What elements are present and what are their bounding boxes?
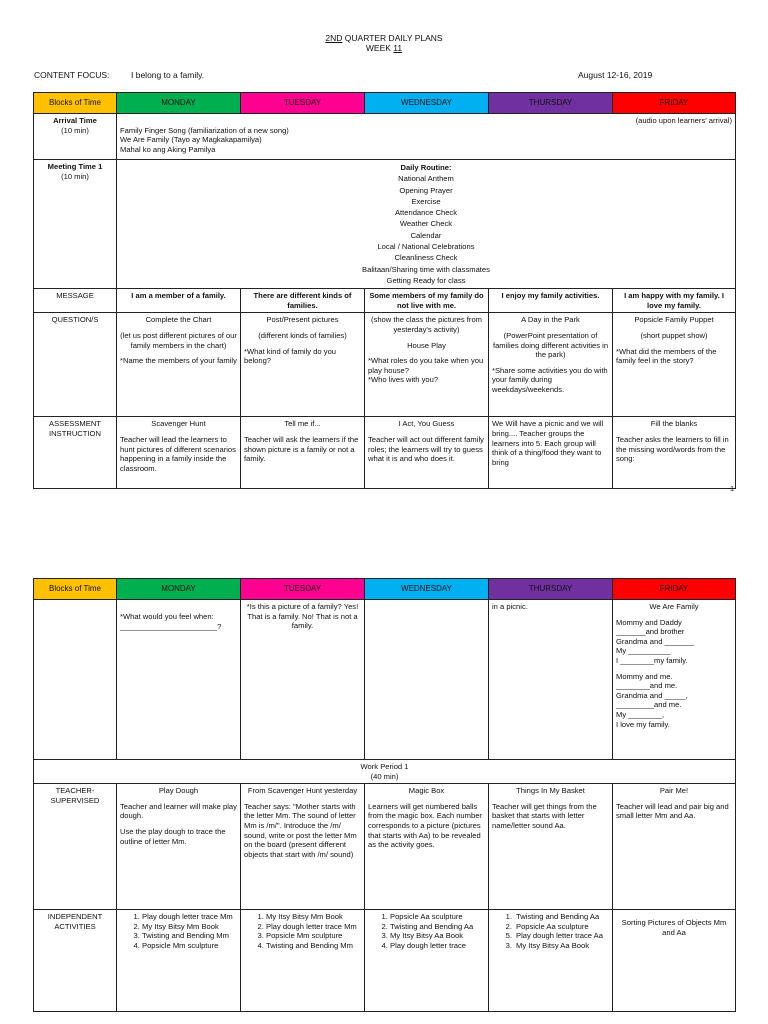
- content-focus-value: I belong to a family.: [131, 70, 205, 80]
- song-line: Mommy and Daddy: [616, 617, 682, 627]
- routine-item: Opening Prayer: [399, 185, 453, 195]
- work-period-title: Work Period 1: [360, 762, 409, 771]
- questions-fri-question: *What did the members of the family feel in the story?: [616, 346, 717, 366]
- assessment-fri-text: Teacher asks the learners to fill in the missing word/words from the song:: [616, 435, 729, 464]
- questions-mon-question: *Name the members of your family: [120, 356, 237, 366]
- routine-item: National Anthem: [398, 174, 454, 184]
- col-header-monday: MONDAY: [117, 93, 241, 114]
- teacher-tuesday: [241, 784, 365, 910]
- message-monday: I am a member of a family.: [117, 289, 241, 313]
- song-line: _______and brother: [616, 627, 685, 637]
- list-item: [492, 941, 609, 951]
- arrival-content: [117, 114, 736, 160]
- assessment-thursday: [489, 417, 613, 489]
- message-label: MESSAGE: [34, 289, 117, 313]
- list-text: Twisting and Bending Aa: [516, 912, 600, 922]
- questions-mon-note: (let us post different pictures of our family members in the chart): [120, 331, 237, 350]
- song-line: Mommy and me.: [616, 671, 673, 681]
- message-friday: I am happy with my family. I love my family.: [613, 289, 736, 313]
- list-number: 3.: [505, 940, 512, 950]
- list-text: Popsicle Aa sculpture: [516, 921, 589, 931]
- song-line: Grandma and _____,: [616, 690, 688, 700]
- col-header-monday: MONDAY: [117, 579, 241, 600]
- list-item: [492, 922, 609, 932]
- work-period-cell: [34, 760, 736, 784]
- song-line: _________and me.: [616, 700, 682, 710]
- routine-item: Weather Check: [399, 219, 453, 229]
- daily-plan-table-page-1: [33, 92, 736, 489]
- col-header-thursday: THURSDAY: [489, 579, 613, 600]
- list-item: 3. Popsicle Mm sculpture: [266, 931, 361, 941]
- routine-item: Cleanliness Check: [394, 253, 458, 263]
- routine-item: Attendance Check: [394, 208, 458, 218]
- list-number: 1.: [505, 912, 512, 922]
- continuation-row: [34, 600, 736, 760]
- song-title: We Are Family: [649, 602, 699, 611]
- assessment-friday: [613, 417, 736, 489]
- week-number: 11: [393, 43, 403, 53]
- song-line: My __________: [616, 646, 671, 656]
- assessment-mon-title: Scavenger Hunt: [151, 419, 206, 429]
- col-header-tuesday: TUESDAY: [241, 579, 365, 600]
- assessment-label: ASSESSMENT INSTRUCTION: [34, 417, 117, 489]
- list-item: 1. Popsicle Aa sculpture: [390, 912, 485, 922]
- questions-tue-question: *What kind of family do you belong?: [244, 346, 337, 366]
- week-label: WEEK: [365, 43, 394, 53]
- routine-item: Local / National Celebrations: [377, 242, 475, 252]
- arrival-duration: (10 min): [61, 125, 89, 135]
- arrival-line: Family Finger Song (familiarization of a new song): [120, 125, 289, 135]
- teacher-fri-title: Pair Me!: [659, 786, 689, 796]
- continuation-wednesday: [365, 600, 489, 760]
- questions-label: QUESTION/S: [34, 313, 117, 417]
- teacher-mon-title: Play Dough: [158, 786, 199, 796]
- arrival-note: (audio upon learners' arrival): [635, 116, 732, 125]
- questions-thursday: [489, 313, 613, 417]
- teacher-wed-text: Learners will get numbered balls from the magic box. Each number corresponds to a picture (pictures that starts with Aa) to be revealed as the activity goes.: [368, 801, 482, 850]
- assessment-row: [34, 417, 736, 489]
- teacher-thursday: [489, 784, 613, 910]
- assessment-thu-text: We Will have a picnic and we will bring.... Teacher groups the learners into 5. Each group will think of a thing/food they want to bring: [492, 419, 604, 467]
- questions-tue-note: (different kinds of families): [258, 331, 347, 341]
- questions-row: [34, 313, 736, 417]
- teacher-mon-text: Use the play dough to trace the outline of letter Mm.: [120, 826, 226, 846]
- teacher-friday: [613, 784, 736, 910]
- list-item: 2. Play dough letter trace Mm: [266, 922, 361, 932]
- questions-thu-note: (PowerPoint presentation of families doing different activities in the park): [492, 331, 609, 360]
- content-focus-label: CONTENT FOCUS:: [34, 70, 110, 80]
- assessment-wed-text: Teacher will act out different family roles; the learners will try to guess what it is and who does it.: [368, 435, 484, 464]
- questions-tue-title: Post/Present pictures: [266, 315, 339, 325]
- routine-item: Balitaan/Sharing time with classmates: [362, 264, 490, 274]
- col-header-thursday: THURSDAY: [489, 93, 613, 114]
- continuation-thursday: in a picnic.: [489, 600, 613, 760]
- teacher-wed-title: Magic Box: [408, 786, 445, 796]
- questions-wed-note: (show the class the pictures from yesterday's activity): [371, 315, 482, 335]
- song-line: ________and me.: [616, 681, 678, 691]
- assessment-monday: [117, 417, 241, 489]
- list-item: 3. Twisting and Bending Mm: [142, 931, 237, 941]
- daily-routine-cell: [117, 160, 736, 289]
- independent-friday: Sorting Pictures of Objects Mm and Aa: [613, 910, 736, 1012]
- list-item: 2. My Itsy Bitsy Mm Book: [142, 922, 237, 932]
- page-header: [0, 33, 768, 53]
- routine-item: Getting Ready for class: [386, 275, 466, 285]
- continuation-monday: *What would you feel when: _______________________?: [117, 600, 241, 760]
- list-item: 4. Popsicle Mm sculpture: [142, 941, 237, 951]
- list-text: My Itsy Bitsy Aa Book: [516, 940, 590, 950]
- page-number: 1: [730, 486, 734, 493]
- meeting-label-cell: [34, 160, 117, 289]
- list-item: [492, 912, 609, 922]
- work-period-duration: (40 min): [370, 771, 399, 781]
- routine-item: Calendar: [410, 230, 442, 240]
- table-header-row: [34, 93, 736, 114]
- content-focus-row: [34, 70, 734, 82]
- meeting-row: [34, 160, 736, 289]
- quarter-label: 2ND: [325, 33, 343, 43]
- assessment-wed-title: I Act, You Guess: [398, 419, 455, 429]
- questions-wednesday: [365, 313, 489, 417]
- teacher-thu-text: Teacher will get things from the basket that starts with letter name/letter sound Aa.: [492, 801, 597, 830]
- col-header-blocks: Blocks of Time: [34, 579, 117, 600]
- list-item: [492, 931, 609, 941]
- col-header-wednesday: WEDNESDAY: [365, 93, 489, 114]
- list-number: 2.: [505, 921, 512, 931]
- teacher-thu-title: Things In My Basket: [516, 786, 585, 796]
- assessment-tue-text: Teacher will ask the learners if the shown picture is a family or not a family.: [244, 435, 359, 464]
- arrival-line: We Are Family (Tayo ay Magkakapamilya): [120, 135, 262, 145]
- song-line: I love my family.: [616, 719, 670, 729]
- questions-mon-title: Complete the Chart: [145, 315, 212, 325]
- arrival-line: Mahal ko ang Aking Pamilya: [120, 144, 216, 154]
- routine-item: Exercise: [411, 196, 441, 206]
- arrival-label-cell: [34, 114, 117, 160]
- list-item: 4. Play dough letter trace: [390, 941, 485, 951]
- independent-wednesday: [365, 910, 489, 1012]
- message-row: [34, 289, 736, 313]
- meeting-duration: (10 min): [61, 171, 89, 181]
- header-title: QUARTER DAILY PLANS: [342, 33, 443, 43]
- teacher-supervised-label: TEACHER-SUPERVISED: [34, 784, 117, 910]
- work-period-row: [34, 760, 736, 784]
- assessment-fri-title: Fill the blanks: [650, 419, 698, 429]
- table-header-row: [34, 579, 736, 600]
- list-item: 3. My Itsy Bitsy Aa Book: [390, 931, 485, 941]
- questions-friday: [613, 313, 736, 417]
- col-header-blocks: Blocks of Time: [34, 93, 117, 114]
- list-text: Play dough letter trace Aa: [516, 931, 603, 941]
- continuation-tuesday: *Is this a picture of a family? Yes! That is a family. No! That is not a family.: [241, 600, 365, 760]
- song-line: Grandma and _______: [616, 636, 695, 646]
- list-number: 5.: [505, 931, 512, 941]
- assessment-tue-title: Tell me if...: [284, 419, 321, 429]
- list-item: 1. Play dough letter trace Mm: [142, 912, 237, 922]
- teacher-monday: [117, 784, 241, 910]
- teacher-tue-text: Teacher says: "Mother starts with the letter Mm. The sound of letter Mm is /m/". Introduce the /m/ sound, write or post the letter Mm on the board (present different objects that start with /m/ sound): [244, 801, 357, 859]
- questions-tuesday: [241, 313, 365, 417]
- plan-date: August 12-16, 2019: [578, 70, 653, 80]
- questions-fri-title: Popsicle Family Puppet: [634, 315, 714, 325]
- col-header-tuesday: TUESDAY: [241, 93, 365, 114]
- questions-monday: [117, 313, 241, 417]
- teacher-mon-text: Teacher and learner will make play dough.: [120, 801, 237, 821]
- list-item: 2. Twisting and Bending Aa: [390, 922, 485, 932]
- questions-wed-question: *Who lives with you?: [368, 375, 439, 385]
- arrival-row: [34, 114, 736, 160]
- message-thursday: I enjoy my family activities.: [489, 289, 613, 313]
- questions-wed-question: *What roles do you take when you play house?: [368, 356, 484, 375]
- col-header-wednesday: WEDNESDAY: [365, 579, 489, 600]
- questions-wed-title: House Play: [407, 340, 446, 350]
- message-tuesday: There are different kinds of families.: [241, 289, 365, 313]
- list-item: 1. My Itsy Bitsy Mm Book: [266, 912, 361, 922]
- independent-activities-label: INDEPENDENT ACTIVITIES: [34, 910, 117, 1012]
- message-wednesday: Some members of my family do not live with me.: [365, 289, 489, 313]
- meeting-label: Meeting Time 1: [47, 162, 103, 171]
- arrival-label: Arrival Time: [53, 116, 97, 125]
- assessment-tuesday: [241, 417, 365, 489]
- teacher-fri-text: Teacher will lead and pair big and small letter Mm and Aa.: [616, 801, 729, 821]
- col-header-friday: FRIDAY: [613, 579, 736, 600]
- continuation-label-cell: [34, 600, 117, 760]
- independent-activities-row: [34, 910, 736, 1012]
- song-line: I ________my family.: [616, 655, 688, 665]
- daily-routine-heading: Daily Routine:: [400, 163, 452, 172]
- independent-tuesday: [241, 910, 365, 1012]
- questions-fri-note: (short puppet show): [640, 331, 708, 341]
- song-line: My ________,: [616, 709, 665, 719]
- teacher-wednesday: [365, 784, 489, 910]
- independent-thursday: [489, 910, 613, 1012]
- col-header-friday: FRIDAY: [613, 93, 736, 114]
- teacher-tue-title: From Scavenger Hunt yesterday: [247, 786, 358, 796]
- teacher-supervised-row: [34, 784, 736, 910]
- continuation-friday: [613, 600, 736, 760]
- questions-thu-question: *Share some activities you do with your family during weekdays/weekends.: [492, 365, 608, 395]
- questions-thu-title: A Day in the Park: [521, 315, 580, 325]
- daily-plan-table-page-2: [33, 578, 736, 1012]
- list-item: 4. Twisting and Bending Mm: [266, 941, 361, 951]
- assessment-mon-text: Teacher will lead the learners to hunt pictures of different scenarios happening in a family inside the classroom.: [120, 435, 236, 473]
- independent-monday: [117, 910, 241, 1012]
- assessment-wednesday: [365, 417, 489, 489]
